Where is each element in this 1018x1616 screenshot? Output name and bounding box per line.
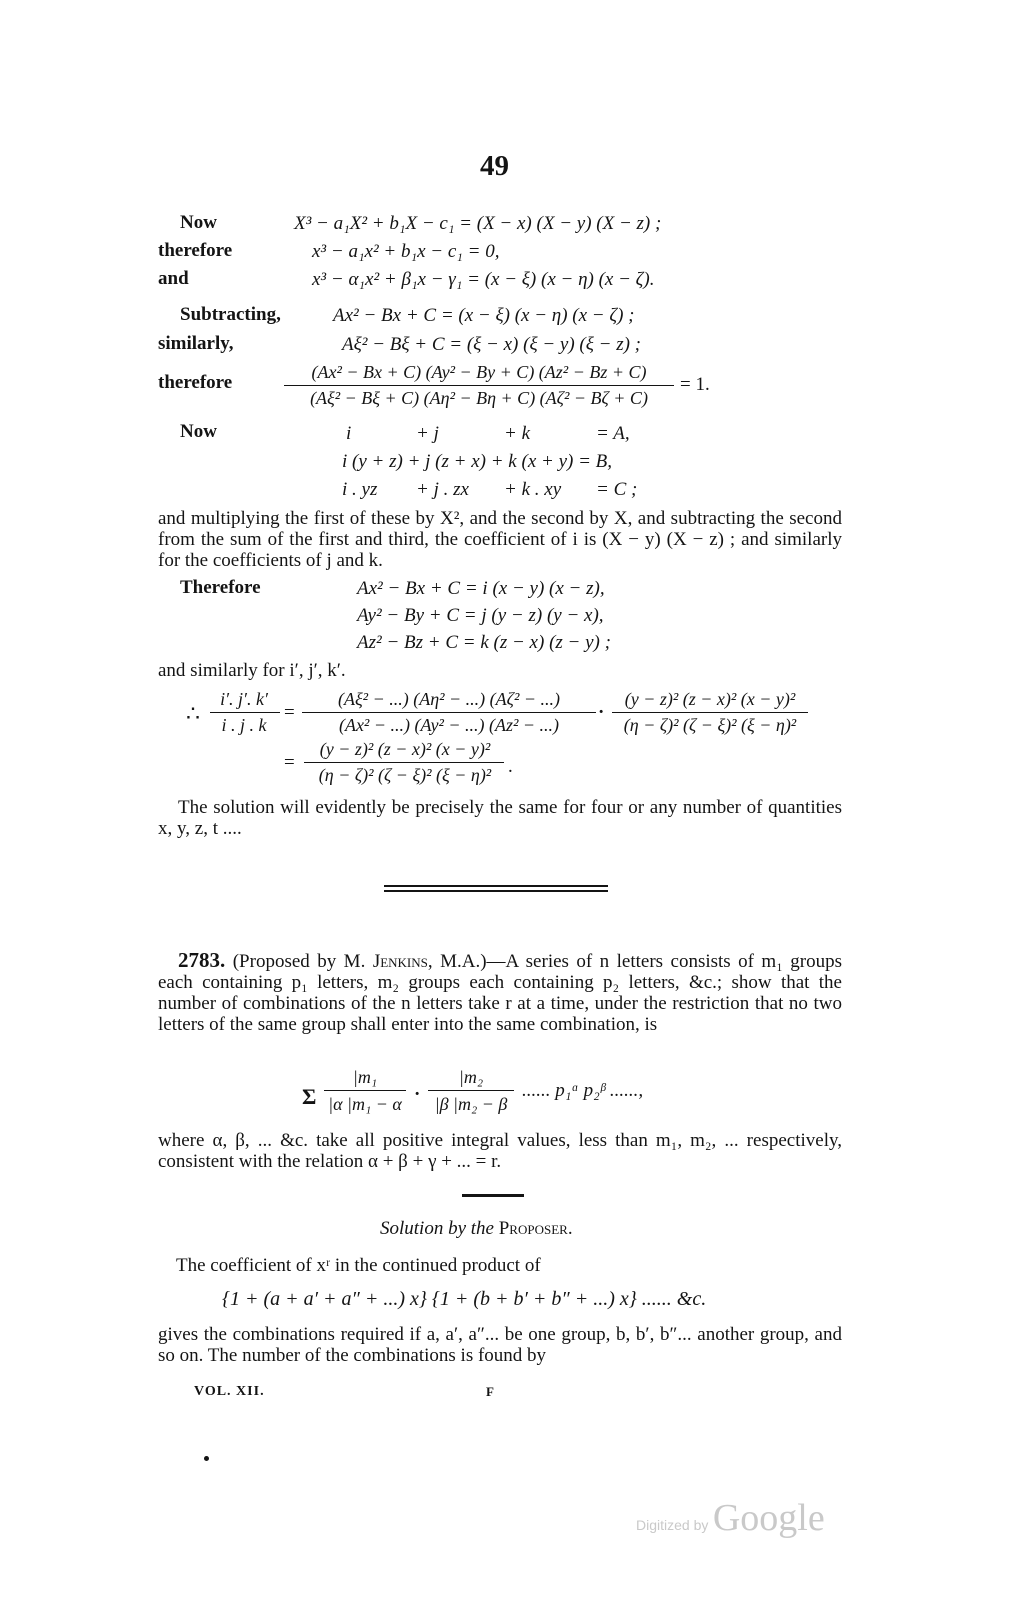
label-therefore-2: therefore	[158, 372, 233, 393]
problem-body: , M.A.)—A series of n letters consists of m₁ groups each containing p₁ letters, m₂ groups each containing p₂ letters, &c.; show that the number of combinations of the n letters take r at a time, under the restriction that no two letters of the same group shall enter into the same combination, is	[158, 951, 843, 1035]
fraction-C-den: (η − ζ)² (ζ − ξ)² (ξ − η)²	[318, 765, 492, 785]
solution-heading-end: .	[567, 1218, 573, 1239]
factorial-frac-b-den: |β |m₂ − β	[434, 1094, 508, 1114]
fraction-B-den: (η − ζ)² (ζ − ξ)² (ξ − η)²	[623, 715, 797, 735]
label-therefore-1: therefore	[158, 240, 233, 261]
stray-mark	[204, 1456, 209, 1461]
watermark-small: Digitized by	[636, 1517, 709, 1533]
solution-heading	[380, 1218, 573, 1240]
continued-product: {1 + (a + a′ + a″ + ...) x} {1 + (b + b′ + b″ + ...) x} ...... &c.	[222, 1288, 707, 1310]
multiply-dot-1: ·	[598, 702, 605, 723]
proposer-open: (Proposed by M.	[232, 951, 366, 972]
problem-number: 2783.	[178, 948, 226, 972]
equals-one: = 1.	[680, 374, 710, 395]
label-similarly: similarly,	[158, 333, 234, 354]
paragraph-solution-note: The solution will evidently be precisely the same for four or any number of quantities x, y, z, t ....	[158, 797, 842, 839]
factorial-frac-a-den: |α |m₁ − α	[328, 1094, 402, 1114]
equation-8: Az² − Bz + C = k (z − x) (z − y) ;	[357, 632, 611, 653]
fraction-bar-7	[428, 1090, 514, 1091]
equation-7: Ay² − By + C = j (y − z) (y − x),	[357, 605, 604, 626]
multiply-dot-2: ·	[414, 1084, 421, 1105]
row1-i: i	[346, 423, 352, 444]
paragraph-multiplying: and multiplying the first of these by X², and the second by X, and subtracting the second from the sum of the first and third, the coefficient of i is (X − y) (X − z) ; and similarly for the coefficients of j and k.	[158, 508, 842, 571]
product-tail: ...... p₁ᵅ p₂ᵝ ......,	[522, 1080, 644, 1101]
watermark	[636, 1496, 825, 1540]
coefficient-line: The coefficient of xʳ in the continued product of	[176, 1255, 541, 1276]
row1-k: + k	[504, 423, 531, 444]
separator-rule-top	[384, 885, 608, 887]
solution-heading-italic: Solution by the	[380, 1218, 494, 1239]
fraction-A-den: (Ax² − ...) (Ay² − ...) (Az² − ...)	[338, 715, 560, 735]
equals-sign-2: =	[284, 752, 295, 773]
equation-1: X³ − a₁X² + b₁X − c₁ = (X − x) (X − y) (X − z) ;	[294, 213, 662, 234]
short-rule	[462, 1194, 524, 1197]
equation-5: Aξ² − Bξ + C = (ξ − x) (ξ − y) (ξ − z) ;	[342, 334, 641, 355]
period-1: .	[508, 756, 513, 777]
fraction-A-num: (Aξ² − ...) (Aη² − ...) (Aζ² − ...)	[337, 689, 560, 709]
separator-rule-bottom	[384, 890, 608, 892]
equation-3: x³ − α₁x² + β₁x − γ₁ = (x − ξ) (x − η) (x − ζ).	[312, 269, 655, 290]
fraction-C-num: (y − z)² (z − x)² (x − y)²	[319, 739, 491, 759]
label-subtracting: Subtracting,	[180, 304, 281, 325]
footer-volume: VOL. XII.	[194, 1384, 265, 1399]
label-now-1: Now	[180, 212, 217, 233]
label-therefore-3: Therefore	[180, 577, 261, 598]
fraction-numerator-1: (Ax² − Bx + C) (Ay² − By + C) (Az² − Bz + C)	[311, 362, 647, 382]
equals-sign-1: =	[284, 702, 295, 723]
solution-heading-caps: Proposer	[498, 1218, 568, 1239]
row2: i (y + z) + j (z + x) + k (x + y) = B,	[342, 451, 613, 472]
sigma-symbol: Σ	[302, 1084, 317, 1109]
row3-i: i . yz	[342, 479, 378, 500]
footer-signature: F	[486, 1384, 494, 1399]
factorial-frac-b-num: |m₂	[458, 1067, 484, 1087]
row3-k: + k . xy	[504, 479, 562, 500]
fraction-bar-6	[324, 1090, 406, 1091]
fraction-ijk-num: i′. j′. k′	[220, 689, 268, 709]
row1-j: + j	[416, 423, 439, 444]
similarly-primed: and similarly for i′, j′, k′.	[158, 660, 346, 681]
fraction-ijk-den: i . j . k	[221, 715, 267, 735]
combinations-paragraph: gives the combinations required if a, a′, a″... be one group, b, b′, b″... another group, and so on. The number of the combinations is found by	[158, 1324, 842, 1366]
factorial-frac-a-num: |m₁	[352, 1067, 378, 1087]
label-and: and	[158, 268, 189, 289]
row1-eq: = A,	[596, 423, 630, 444]
proposer-name: Jenkins	[372, 951, 428, 972]
fraction-B-num: (y − z)² (z − x)² (x − y)²	[624, 689, 796, 709]
fraction-denominator-1: (Aξ² − Bξ + C) (Aη² − Bη + C) (Aζ² − Bζ + C)	[310, 388, 648, 408]
equation-6: Ax² − Bx + C = i (x − y) (x − z),	[357, 578, 605, 599]
equation-2: x³ − a₁x² + b₁x − c₁ = 0,	[312, 241, 500, 262]
equation-4: Ax² − Bx + C = (x − ξ) (x − η) (x − ζ) ;	[333, 305, 635, 326]
therefore-symbol: ∴	[186, 701, 200, 726]
page-number: 49	[480, 150, 509, 182]
row3-eq: = C ;	[596, 479, 638, 500]
google-logo-text: Google	[712, 1497, 825, 1539]
where-paragraph: where α, β, ... &c. take all positive integral values, less than m₁, m₂, ... respectively, consistent with the relation α + β + γ + ... = r.	[158, 1130, 842, 1172]
row3-j: + j . zx	[416, 479, 469, 500]
label-now-2: Now	[180, 421, 217, 442]
problem-paragraph	[158, 950, 842, 1035]
